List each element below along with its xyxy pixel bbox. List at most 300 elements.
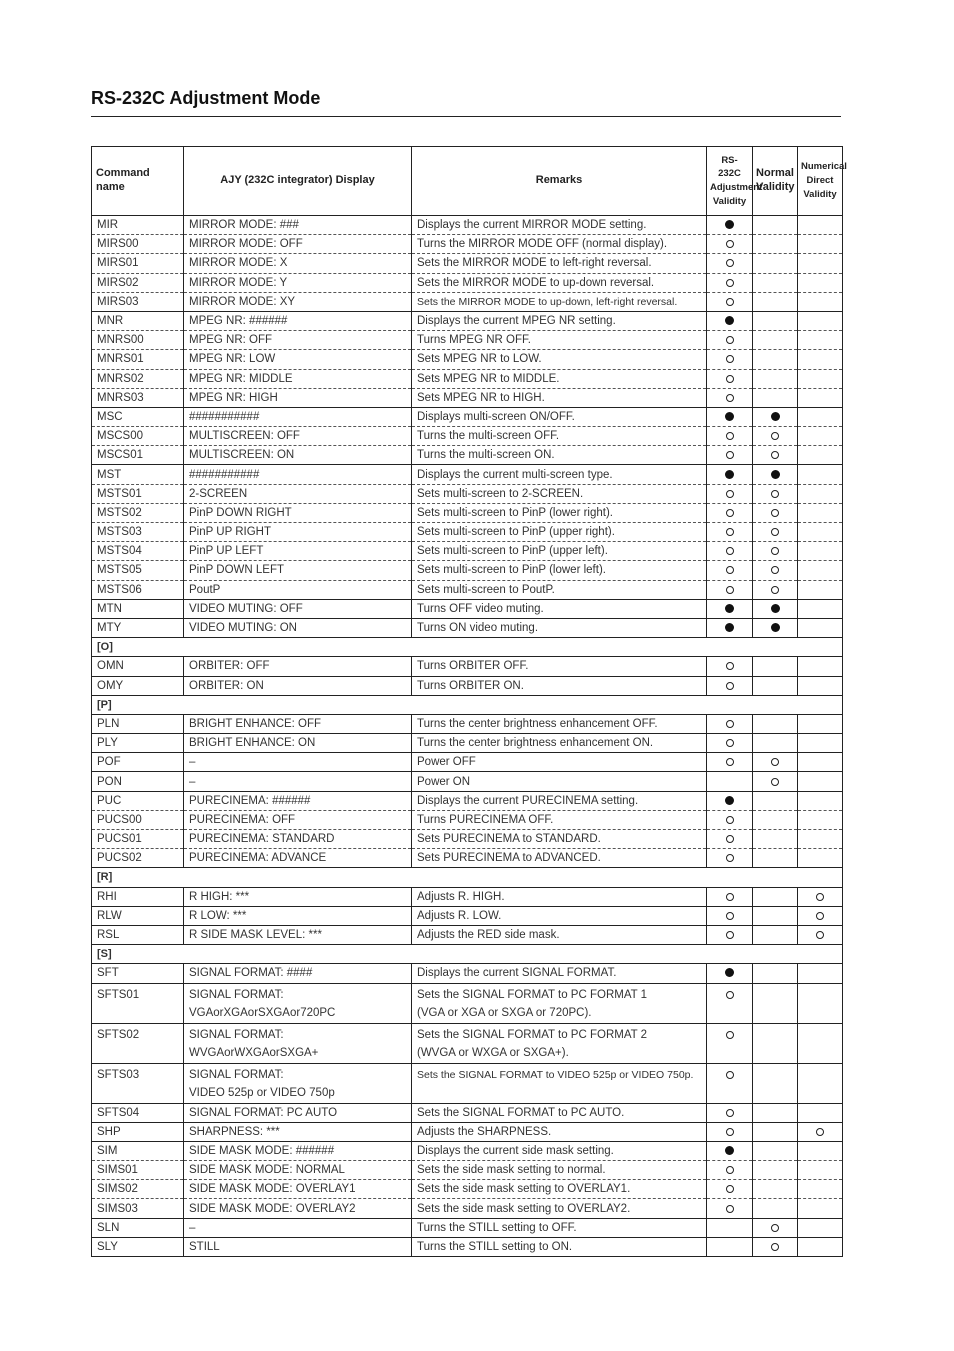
rs232c-validity-cell [707,810,753,829]
normal-validity-cell [753,772,798,791]
title-rule [91,116,841,117]
rs232c-validity-cell [707,753,753,772]
display-text: MPEG NR: MIDDLE [189,372,293,385]
remarks-cell [412,618,707,637]
numerical-validity-cell [798,311,843,330]
command-name-cell: SLY [92,1237,184,1256]
numerical-validity-cell [798,369,843,388]
display-cell [184,1141,412,1160]
section-label: [R] [92,868,843,887]
display-cell [184,925,412,944]
display-cell [184,216,412,235]
normal-validity-cell [753,561,798,580]
rs232c-validity-cell [707,849,753,868]
open-circle-icon [726,451,734,459]
table-row [92,1237,843,1256]
rs232c-validity-cell [707,369,753,388]
rs232c-validity-cell [707,1023,753,1063]
display-cell [184,1103,412,1122]
table-row [92,388,843,407]
display-cell [184,714,412,733]
display-text: PURECINEMA: OFF [189,813,296,826]
rs232c-validity-cell [707,1218,753,1237]
remarks-cell [412,542,707,561]
open-circle-icon [771,547,779,555]
filled-circle-icon [725,470,734,479]
normal-validity-cell [753,465,798,484]
remarks-cell [412,254,707,273]
open-circle-icon [726,912,734,920]
remarks-text: Turns the STILL setting to OFF. [417,1221,577,1234]
table-row [92,734,843,753]
normal-validity-cell [753,1122,798,1141]
display-cell [184,523,412,542]
numerical-validity-cell [798,580,843,599]
table-row [92,1122,843,1141]
rs232c-validity-cell [707,292,753,311]
normal-validity-cell [753,311,798,330]
rs232c-validity-cell [707,542,753,561]
table-row [92,465,843,484]
command-name-cell: MSTS03 [92,523,184,542]
display-cell [184,580,412,599]
display-cell [184,254,412,273]
remarks-text: Adjusts R. LOW. [417,909,502,922]
numerical-validity-cell [798,561,843,580]
command-name-cell: SIMS03 [92,1199,184,1218]
table-row [92,1218,843,1237]
command-name-cell: MSCS00 [92,427,184,446]
display-text: R SIDE MASK LEVEL: *** [189,929,322,942]
display-text: ########### [189,468,260,481]
remarks-cell [412,273,707,292]
remarks-text: Sets MPEG NR to MIDDLE. [417,372,560,385]
display-cell [184,292,412,311]
remarks-cell [412,216,707,235]
remarks-cell [412,1180,707,1199]
display-cell [184,599,412,618]
normal-validity-cell [753,254,798,273]
filled-circle-icon [725,604,734,613]
normal-validity-cell [753,407,798,426]
numerical-validity-cell [798,523,843,542]
remarks-text: Sets the side mask setting to normal. [417,1164,606,1177]
numerical-validity-cell [798,1103,843,1122]
display-cell [184,849,412,868]
display-text: ########### [189,410,260,423]
command-name-cell: SIMS02 [92,1180,184,1199]
display-text: SIGNAL FORMAT: [189,988,284,1001]
numerical-validity-cell [798,388,843,407]
display-text: – [189,775,196,788]
display-text: SIDE MASK MODE: OVERLAY1 [189,1183,356,1196]
open-circle-icon [726,240,734,248]
remarks-text: Sets multi-screen to PinP (upper right). [417,526,615,539]
remarks-cell [412,772,707,791]
command-name-cell: PLY [92,734,184,753]
open-circle-icon [726,662,734,670]
display-cell [184,734,412,753]
table-row [92,446,843,465]
open-circle-icon [771,1243,779,1251]
display-text: PinP UP LEFT [189,545,264,558]
display-text: PinP DOWN LEFT [189,564,284,577]
numerical-validity-cell [798,753,843,772]
numerical-validity-cell [798,618,843,637]
normal-validity-cell [753,1141,798,1160]
display-cell [184,465,412,484]
table-row [92,964,843,983]
display-cell [184,1063,412,1103]
display-cell [184,1023,412,1063]
remarks-text: Power OFF [417,756,476,769]
command-name-cell: SIM [92,1141,184,1160]
remarks-cell [412,925,707,944]
numerical-validity-cell [798,254,843,273]
table-row [92,887,843,906]
remarks-text: Displays the current SIGNAL FORMAT. [417,967,617,980]
numerical-validity-cell [798,849,843,868]
command-name-cell: OMY [92,676,184,695]
remarks-text: Sets multi-screen to PoutP. [417,583,555,596]
open-circle-icon [816,893,824,901]
open-circle-icon [726,720,734,728]
remarks-cell [412,503,707,522]
rs232c-validity-cell [707,503,753,522]
rs232c-validity-cell [707,1122,753,1141]
table-row [92,273,843,292]
command-name-cell: MNR [92,311,184,330]
display-text: PinP DOWN RIGHT [189,506,292,519]
open-circle-icon [726,298,734,306]
filled-circle-icon [725,968,734,977]
remarks-cell [412,1023,707,1063]
command-name-cell: MNRS03 [92,388,184,407]
remarks-cell [412,311,707,330]
normal-validity-cell [753,292,798,311]
open-circle-icon [726,1109,734,1117]
table-row [92,676,843,695]
remarks-cell [412,1161,707,1180]
remarks-text: Sets multi-screen to PinP (lower right). [417,506,613,519]
display-cell [184,561,412,580]
numerical-validity-cell [798,714,843,733]
command-table [91,146,847,1257]
open-circle-icon [726,816,734,824]
command-name-cell: MIR [92,216,184,235]
remarks-text: Sets multi-screen to 2-SCREEN. [417,487,584,500]
remarks-cell [412,964,707,983]
command-name-cell: MTY [92,618,184,637]
open-circle-icon [726,355,734,363]
open-circle-icon [771,586,779,594]
remarks-cell [412,849,707,868]
open-circle-icon [726,394,734,402]
header-rs232c-line3: Validity [712,195,747,207]
rs232c-validity-cell [707,906,753,925]
remarks-text: Sets the MIRROR MODE to left-right reversal. [417,257,652,270]
remarks-text: Displays the current side mask setting. [417,1144,614,1157]
remarks-text: Displays the current MPEG NR setting. [417,315,616,328]
numerical-validity-cell [798,810,843,829]
rs232c-validity-cell [707,791,753,810]
section-row [92,868,843,887]
display-text: MPEG NR: OFF [189,334,273,347]
open-circle-icon [771,758,779,766]
normal-validity-cell [753,791,798,810]
display-text: MPEG NR: LOW [189,353,276,366]
command-name-cell: MIRS02 [92,273,184,292]
open-circle-icon [816,912,824,920]
display-cell [184,1237,412,1256]
table-row [92,906,843,925]
display-text: SIDE MASK MODE: ###### [189,1144,335,1157]
display-cell [184,311,412,330]
normal-validity-cell [753,427,798,446]
rs232c-validity-cell [707,618,753,637]
open-circle-icon [771,1224,779,1232]
normal-validity-cell [753,331,798,350]
command-name-cell: MNRS02 [92,369,184,388]
open-circle-icon [726,528,734,536]
display-text: MPEG NR: ###### [189,315,288,328]
normal-validity-cell [753,484,798,503]
command-name-cell: SFTS04 [92,1103,184,1122]
table-row [92,523,843,542]
header-normal-line2: Validity [756,181,795,193]
numerical-validity-cell [798,964,843,983]
command-name-cell: MSCS01 [92,446,184,465]
numerical-validity-cell [798,657,843,676]
open-circle-icon [726,547,734,555]
display-cell [184,235,412,254]
display-text: MIRROR MODE: Y [189,276,288,289]
remarks-text: Adjusts the RED side mask. [417,929,560,942]
display-text: – [189,1221,196,1234]
normal-validity-cell [753,1063,798,1103]
remarks-text: Power ON [417,775,471,788]
command-name-cell: MNRS00 [92,331,184,350]
remarks-cell [412,1237,707,1256]
remarks-text: Sets PURECINEMA to ADVANCED. [417,852,601,865]
display-text: PinP UP RIGHT [189,526,272,539]
command-name-cell: PUCS00 [92,810,184,829]
remarks-text: Displays the current PURECINEMA setting. [417,794,639,807]
normal-validity-cell [753,216,798,235]
numerical-validity-cell [798,830,843,849]
rs232c-validity-cell [707,1237,753,1256]
remarks-text: Sets the side mask setting to OVERLAY2. [417,1202,631,1215]
display-text-line2: WVGAorWXGAorSXGA+ [189,1047,319,1059]
numerical-validity-cell [798,676,843,695]
command-name-cell: SFTS03 [92,1063,184,1103]
remarks-cell [412,599,707,618]
open-circle-icon [771,778,779,786]
command-name-cell: SHP [92,1122,184,1141]
normal-validity-cell [753,1218,798,1237]
display-text: SIDE MASK MODE: NORMAL [189,1164,345,1177]
display-text: MIRROR MODE: XY [189,295,296,308]
open-circle-icon [771,509,779,517]
rs232c-validity-cell [707,1199,753,1218]
rs232c-validity-cell [707,388,753,407]
remarks-cell [412,753,707,772]
display-cell [184,657,412,676]
open-circle-icon [726,375,734,383]
filled-circle-icon [771,604,780,613]
display-cell [184,388,412,407]
rs232c-validity-cell [707,1103,753,1122]
remarks-text: Turns the multi-screen ON. [417,449,555,462]
table-row [92,657,843,676]
remarks-cell [412,369,707,388]
remarks-text: Displays multi-screen ON/OFF. [417,410,575,423]
remarks-text: Sets the MIRROR MODE to up-down reversal. [417,276,655,289]
display-text: PURECINEMA: STANDARD [189,833,335,846]
table-row [92,311,843,330]
remarks-cell [412,446,707,465]
open-circle-icon [726,566,734,574]
remarks-text: Sets the SIGNAL FORMAT to PC FORMAT 2 [417,1028,648,1041]
remarks-cell [412,1141,707,1160]
rs232c-validity-cell [707,446,753,465]
filled-circle-icon [725,796,734,805]
remarks-cell [412,292,707,311]
numerical-validity-cell [798,1161,843,1180]
numerical-validity-cell [798,925,843,944]
normal-validity-cell [753,1199,798,1218]
remarks-cell [412,484,707,503]
normal-validity-cell [753,849,798,868]
table-row [92,1063,843,1103]
section-label: [S] [92,945,843,964]
numerical-validity-cell [798,331,843,350]
table-row [92,254,843,273]
normal-validity-cell [753,714,798,733]
command-name-cell: MNRS01 [92,350,184,369]
rs232c-validity-cell [707,254,753,273]
remarks-text: Turns the STILL setting to ON. [417,1240,573,1253]
command-name-cell: SIMS01 [92,1161,184,1180]
remarks-text: Adjusts the SHARPNESS. [417,1125,552,1138]
open-circle-icon [726,586,734,594]
display-text: – [189,756,196,769]
normal-validity-cell [753,523,798,542]
remarks-cell [412,791,707,810]
display-cell [184,791,412,810]
numerical-validity-cell [798,1180,843,1199]
remarks-cell [412,580,707,599]
rs232c-validity-cell [707,216,753,235]
command-name-cell: SFTS01 [92,983,184,1023]
remarks-text-line2: (VGA or XGA or SXGA or 720PC). [417,1007,592,1019]
display-cell [184,830,412,849]
normal-validity-cell [753,369,798,388]
remarks-text: Sets the side mask setting to OVERLAY1. [417,1183,631,1196]
display-cell [184,676,412,695]
display-text: SIGNAL FORMAT: PC AUTO [189,1106,338,1119]
remarks-text: Displays the current multi-screen type. [417,468,613,481]
display-cell [184,772,412,791]
normal-validity-cell [753,753,798,772]
remarks-text: Turns ORBITER OFF. [417,660,529,673]
normal-validity-cell [753,676,798,695]
command-name-cell: RHI [92,887,184,906]
display-text: MIRROR MODE: OFF [189,238,303,251]
table-row [92,331,843,350]
remarks-cell [412,427,707,446]
header-numeric-line3: Validity [803,188,837,200]
header-normal-validity [753,147,798,216]
section-label: [P] [92,695,843,714]
rs232c-validity-cell [707,427,753,446]
remarks-text: Sets the SIGNAL FORMAT to PC FORMAT 1 [417,988,648,1001]
normal-validity-cell [753,350,798,369]
normal-validity-cell [753,580,798,599]
rs232c-validity-cell [707,273,753,292]
table-row [92,235,843,254]
table-row [92,503,843,522]
filled-circle-icon [725,220,734,229]
normal-validity-cell [753,1103,798,1122]
rs232c-validity-cell [707,714,753,733]
open-circle-icon [726,490,734,498]
display-cell [184,906,412,925]
command-name-cell: RSL [92,925,184,944]
display-cell [184,1180,412,1199]
remarks-cell [412,331,707,350]
table-body [92,216,843,1257]
table-row [92,714,843,733]
numerical-validity-cell [798,292,843,311]
display-cell [184,1218,412,1237]
open-circle-icon [726,1205,734,1213]
remarks-cell [412,657,707,676]
table-row [92,1180,843,1199]
command-name-cell: PUCS01 [92,830,184,849]
remarks-cell [412,523,707,542]
open-circle-icon [726,758,734,766]
open-circle-icon [726,991,734,999]
rs232c-validity-cell [707,983,753,1023]
table-row [92,369,843,388]
header-rs232c-line2: Adjustment [710,182,763,193]
display-text: MULTISCREEN: OFF [189,430,300,443]
rs232c-validity-cell [707,734,753,753]
remarks-cell [412,1063,707,1103]
normal-validity-cell [753,503,798,522]
open-circle-icon [771,566,779,574]
display-text: ORBITER: OFF [189,660,270,673]
remarks-cell [412,810,707,829]
rs232c-validity-cell [707,580,753,599]
filled-circle-icon [725,412,734,421]
remarks-cell [412,887,707,906]
remarks-text: Turns the center brightness enhancement ON. [417,737,654,750]
rs232c-validity-cell [707,830,753,849]
command-name-cell: PUC [92,791,184,810]
rs232c-validity-cell [707,657,753,676]
display-cell [184,427,412,446]
normal-validity-cell [753,734,798,753]
display-text: R LOW: *** [189,909,247,922]
filled-circle-icon [725,623,734,632]
remarks-cell [412,714,707,733]
remarks-text: Sets multi-screen to PinP (upper left). [417,545,608,558]
display-text: 2-SCREEN [189,487,248,500]
remarks-text-line2: (WVGA or WXGA or SXGA+). [417,1047,569,1059]
command-name-cell: PON [92,772,184,791]
